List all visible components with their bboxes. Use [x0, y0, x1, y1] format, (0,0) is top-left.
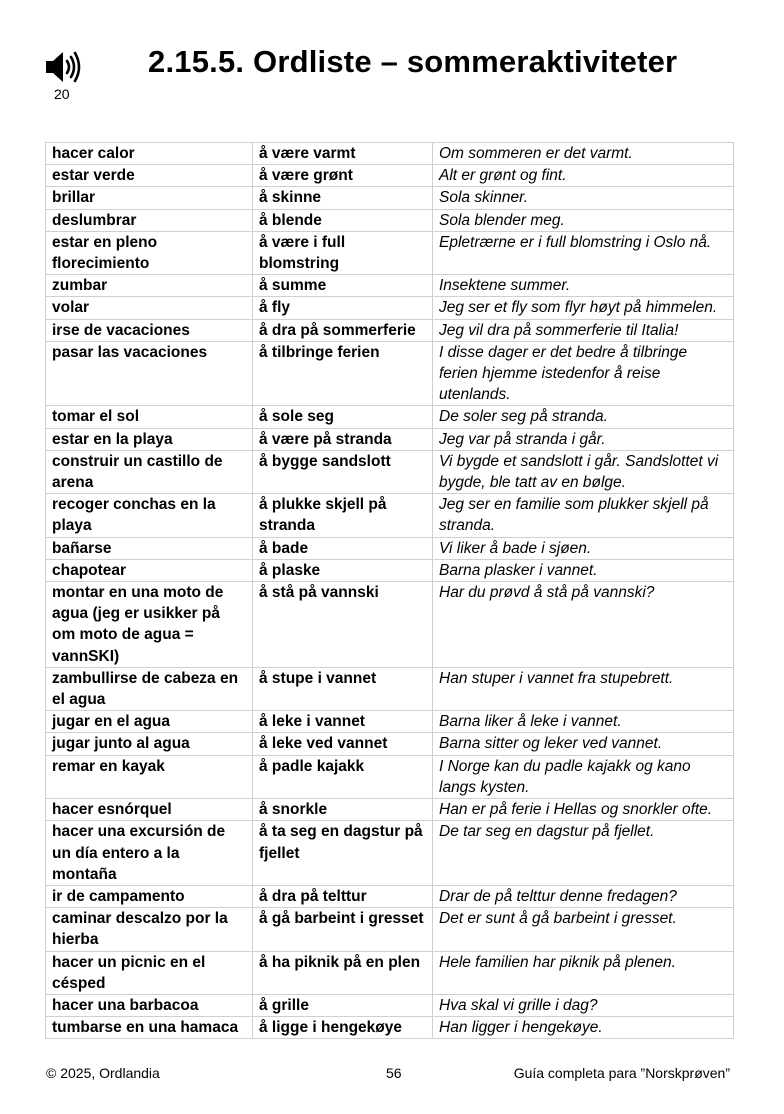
- vocabulary-row: [46, 994, 734, 1016]
- example-sentence: Jeg var på stranda i går.: [433, 428, 734, 450]
- example-sentence: Vi liker å bade i sjøen.: [433, 537, 734, 559]
- spanish-term: estar verde: [46, 165, 253, 187]
- vocabulary-row: [46, 231, 734, 274]
- example-sentence: Han ligger i hengekøye.: [433, 1017, 734, 1039]
- spanish-term: recoger conchas en la playa: [46, 494, 253, 537]
- vocabulary-row: [46, 494, 734, 537]
- example-sentence: I disse dager er det bedre å tilbringe ferien hjemme istedenfor å reise utenlands.: [433, 341, 734, 406]
- vocabulary-row: [46, 559, 734, 581]
- audio-button[interactable]: [44, 50, 84, 84]
- vocabulary-row: [46, 1017, 734, 1039]
- spanish-term: remar en kayak: [46, 755, 253, 798]
- norwegian-term: å summe: [253, 275, 433, 297]
- vocabulary-row: [46, 165, 734, 187]
- vocabulary-row: [46, 711, 734, 733]
- norwegian-term: å tilbringe ferien: [253, 341, 433, 406]
- vocabulary-row: [46, 450, 734, 493]
- norwegian-term: å snorkle: [253, 799, 433, 821]
- norwegian-term: å dra på sommerferie: [253, 319, 433, 341]
- vocabulary-row: [46, 755, 734, 798]
- norwegian-term: å være på stranda: [253, 428, 433, 450]
- example-sentence: Har du prøvd å stå på vannski?: [433, 582, 734, 668]
- vocabulary-row: [46, 341, 734, 406]
- vocabulary-row: [46, 951, 734, 994]
- vocabulary-row: [46, 821, 734, 886]
- vocabulary-row: [46, 799, 734, 821]
- footer-copyright: © 2025, Ordlandia: [46, 1065, 160, 1081]
- audio-track-number: 20: [54, 86, 70, 102]
- example-sentence: Jeg ser et fly som flyr høyt på himmelen.: [433, 297, 734, 319]
- example-sentence: Barna plasker i vannet.: [433, 559, 734, 581]
- norwegian-term: å være grønt: [253, 165, 433, 187]
- vocabulary-row: [46, 908, 734, 951]
- vocabulary-row: [46, 143, 734, 165]
- spanish-term: ir de campamento: [46, 885, 253, 907]
- example-sentence: Jeg ser en familie som plukker skjell på stranda.: [433, 494, 734, 537]
- spanish-term: irse de vacaciones: [46, 319, 253, 341]
- example-sentence: I Norge kan du padle kajakk og kano langs kysten.: [433, 755, 734, 798]
- vocabulary-row: [46, 428, 734, 450]
- footer-book-title: Guía completa para ”Norskprøven”: [513, 1065, 730, 1081]
- example-sentence: Om sommeren er det varmt.: [433, 143, 734, 165]
- spanish-term: estar en la playa: [46, 428, 253, 450]
- norwegian-term: å ta seg en dagstur på fjellet: [253, 821, 433, 886]
- spanish-term: tumbarse en una hamaca: [46, 1017, 253, 1039]
- norwegian-term: å fly: [253, 297, 433, 319]
- norwegian-term: å gå barbeint i gresset: [253, 908, 433, 951]
- vocabulary-row: [46, 319, 734, 341]
- spanish-term: jugar junto al agua: [46, 733, 253, 755]
- spanish-term: construir un castillo de arena: [46, 450, 253, 493]
- example-sentence: Han stuper i vannet fra stupebrett.: [433, 667, 734, 710]
- norwegian-term: å plukke skjell på stranda: [253, 494, 433, 537]
- norwegian-term: å leke ved vannet: [253, 733, 433, 755]
- norwegian-term: å ligge i hengekøye: [253, 1017, 433, 1039]
- spanish-term: hacer calor: [46, 143, 253, 165]
- example-sentence: De tar seg en dagstur på fjellet.: [433, 821, 734, 886]
- norwegian-term: å stupe i vannet: [253, 667, 433, 710]
- vocabulary-row: [46, 733, 734, 755]
- example-sentence: Det er sunt å gå barbeint i gresset.: [433, 908, 734, 951]
- norwegian-term: å bygge sandslott: [253, 450, 433, 493]
- spanish-term: hacer un picnic en el césped: [46, 951, 253, 994]
- example-sentence: Epletrærne er i full blomstring i Oslo nå.: [433, 231, 734, 274]
- spanish-term: bañarse: [46, 537, 253, 559]
- example-sentence: Han er på ferie i Hellas og snorkler ofte.: [433, 799, 734, 821]
- vocabulary-row: [46, 582, 734, 668]
- vocabulary-row: [46, 275, 734, 297]
- spanish-term: zambullirse de cabeza en el agua: [46, 667, 253, 710]
- spanish-term: tomar el sol: [46, 406, 253, 428]
- spanish-term: chapotear: [46, 559, 253, 581]
- example-sentence: Alt er grønt og fint.: [433, 165, 734, 187]
- example-sentence: Vi bygde et sandslott i går. Sandslottet vi bygde, ble tatt av en bølge.: [433, 450, 734, 493]
- spanish-term: hacer una barbacoa: [46, 994, 253, 1016]
- example-sentence: Hele familien har piknik på plenen.: [433, 951, 734, 994]
- spanish-term: caminar descalzo por la hierba: [46, 908, 253, 951]
- vocabulary-row: [46, 667, 734, 710]
- vocabulary-row: [46, 297, 734, 319]
- norwegian-term: å blende: [253, 209, 433, 231]
- norwegian-term: å leke i vannet: [253, 711, 433, 733]
- example-sentence: Barna sitter og leker ved vannet.: [433, 733, 734, 755]
- vocabulary-row: [46, 537, 734, 559]
- norwegian-term: å plaske: [253, 559, 433, 581]
- example-sentence: De soler seg på stranda.: [433, 406, 734, 428]
- example-sentence: Barna liker å leke i vannet.: [433, 711, 734, 733]
- spanish-term: brillar: [46, 187, 253, 209]
- vocabulary-row: [46, 209, 734, 231]
- vocabulary-row: [46, 406, 734, 428]
- spanish-term: montar en una moto de agua (jeg er usikker på om moto de agua = vannSKI): [46, 582, 253, 668]
- example-sentence: Jeg vil dra på sommerferie til Italia!: [433, 319, 734, 341]
- vocabulary-table: [45, 142, 734, 1039]
- norwegian-term: å stå på vannski: [253, 582, 433, 668]
- example-sentence: Drar de på telttur denne fredagen?: [433, 885, 734, 907]
- norwegian-term: å sole seg: [253, 406, 433, 428]
- speaker-icon: [44, 50, 84, 84]
- vocabulary-row: [46, 885, 734, 907]
- spanish-term: jugar en el agua: [46, 711, 253, 733]
- example-sentence: Hva skal vi grille i dag?: [433, 994, 734, 1016]
- page-title: 2.15.5. Ordliste – sommeraktiviteter: [148, 44, 678, 79]
- norwegian-term: å ha piknik på en plen: [253, 951, 433, 994]
- norwegian-term: å skinne: [253, 187, 433, 209]
- spanish-term: estar en pleno florecimiento: [46, 231, 253, 274]
- norwegian-term: å padle kajakk: [253, 755, 433, 798]
- norwegian-term: å være varmt: [253, 143, 433, 165]
- norwegian-term: å være i full blomstring: [253, 231, 433, 274]
- vocabulary-row: [46, 187, 734, 209]
- vocabulary-body: [46, 143, 734, 1039]
- spanish-term: deslumbrar: [46, 209, 253, 231]
- norwegian-term: å dra på telttur: [253, 885, 433, 907]
- example-sentence: Sola skinner.: [433, 187, 734, 209]
- spanish-term: hacer esnórquel: [46, 799, 253, 821]
- example-sentence: Sola blender meg.: [433, 209, 734, 231]
- spanish-term: zumbar: [46, 275, 253, 297]
- norwegian-term: å grille: [253, 994, 433, 1016]
- norwegian-term: å bade: [253, 537, 433, 559]
- spanish-term: volar: [46, 297, 253, 319]
- spanish-term: hacer una excursión de un día entero a la montaña: [46, 821, 253, 886]
- footer-page-number: 56: [386, 1065, 402, 1081]
- spanish-term: pasar las vacaciones: [46, 341, 253, 406]
- example-sentence: Insektene summer.: [433, 275, 734, 297]
